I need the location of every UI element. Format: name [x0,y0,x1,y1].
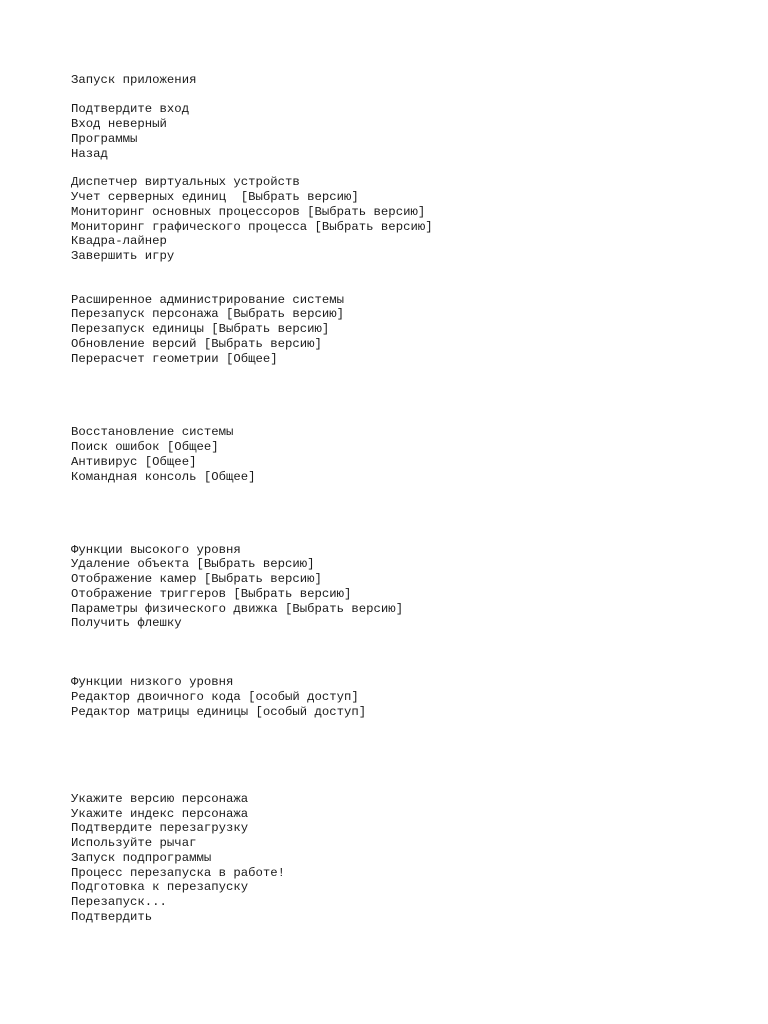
text-line: Командная консоль [Общее] [71,470,256,484]
text-line: Завершить игру [71,249,175,263]
text-line: Квадра-лайнер [71,234,167,248]
text-line: Процесс перезапуска в работе! [71,866,286,880]
text-line: Программы [71,132,138,146]
text-line: Параметры физического движка [Выбрать версию] [71,602,404,616]
text-line: Отображение триггеров [Выбрать версию] [71,587,352,601]
text-line: Назад [71,147,108,161]
text-line: Перезапуск... [71,895,167,909]
text-line: Функции низкого уровня [71,675,234,689]
text-line: Поиск ошибок [Общее] [71,440,219,454]
text-line: Редактор двоичного кода [особый доступ] [71,690,359,704]
text-line: Перерасчет геометрии [Общее] [71,352,278,366]
text-line: Получить флешку [71,616,182,630]
text-line: Подтвердите вход [71,102,190,116]
text-line: Перезапуск единицы [Выбрать версию] [71,322,330,336]
text-line: Редактор матрицы единицы [особый доступ] [71,705,367,719]
text-line: Учет серверных единиц [Выбрать версию] [71,190,359,204]
text-line: Укажите версию персонажа [71,792,249,806]
text-line: Диспетчер виртуальных устройств [71,175,300,189]
text-line: Расширенное администрирование системы [71,293,345,307]
text-line: Обновление версий [Выбрать версию] [71,337,322,351]
text-line: Мониторинг основных процессоров [Выбрать версию] [71,205,426,219]
text-line: Восстановление системы [71,425,234,439]
text-line: Подготовка к перезапуску [71,880,249,894]
text-line: Вход неверный [71,117,167,131]
text-line: Функции высокого уровня [71,543,241,557]
text-line: Подтвердить [71,910,153,924]
text-line: Используйте рычаг [71,836,197,850]
text-line: Антивирус [Общее] [71,455,197,469]
text-line: Перезапуск персонажа [Выбрать версию] [71,307,345,321]
text-line: Подтвердите перезагрузку [71,821,249,835]
text-line: Удаление объекта [Выбрать версию] [71,557,315,571]
text-line: Запуск приложения [71,73,197,87]
text-line: Укажите индекс персонажа [71,807,249,821]
text-line: Отображение камер [Выбрать версию] [71,572,322,586]
text-line: Мониторинг графического процесса [Выбрать версию] [71,220,433,234]
text-line: Запуск подпрограммы [71,851,212,865]
